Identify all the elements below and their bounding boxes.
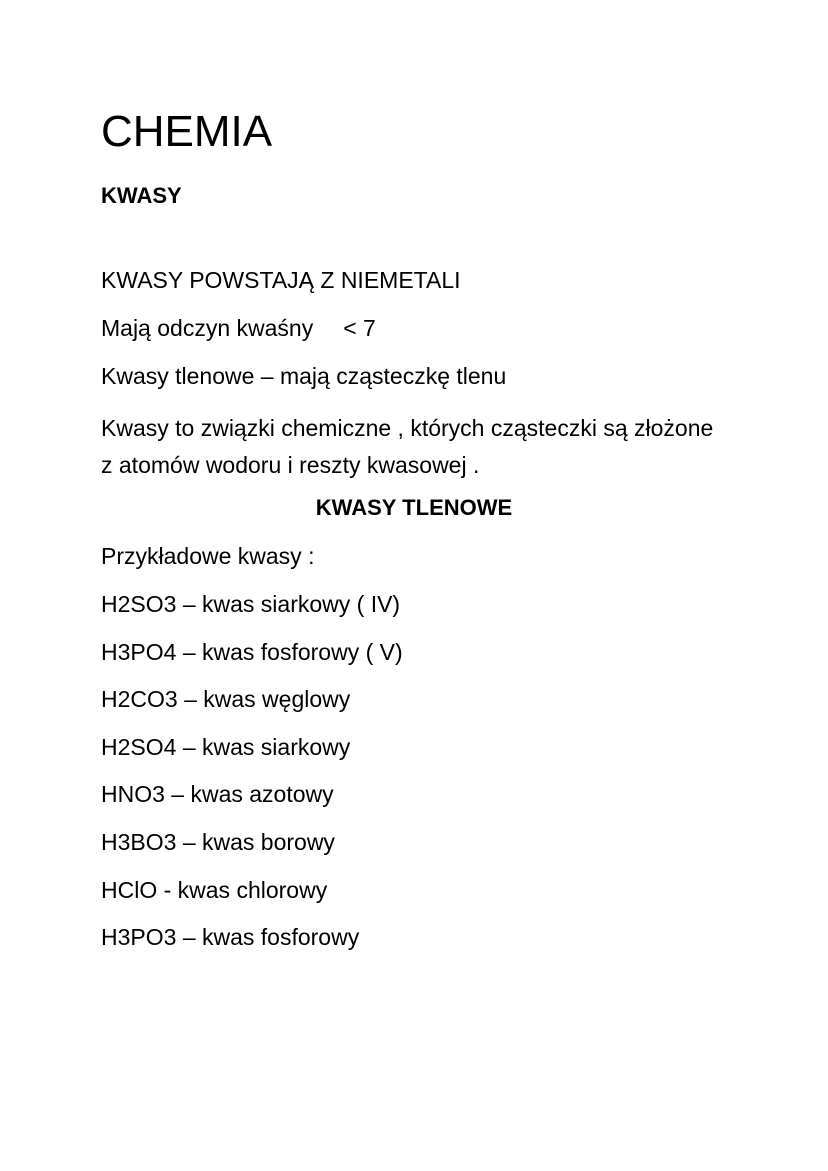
origin-line: KWASY POWSTAJĄ Z NIEMETALI — [101, 267, 461, 293]
document-title: CHEMIA — [101, 107, 273, 156]
acid-list — [101, 590, 403, 971]
oxyacids-line: Kwasy tlenowe – mają cząsteczkę tlenu — [101, 363, 507, 389]
acid-item: H2SO3 – kwas siarkowy ( IV) — [101, 591, 401, 617]
examples-label: Przykładowe kwasy : — [101, 543, 315, 569]
definition-paragraph: Kwasy to związki chemiczne , których cząsteczki są złożone z atomów wodoru i reszty kwasowej . — [101, 415, 714, 478]
reaction-value: < 7 — [343, 315, 376, 341]
reaction-line — [101, 314, 376, 342]
acid-item: H3PO4 – kwas fosforowy ( V) — [101, 638, 403, 665]
reaction-label: Mają odczyn kwaśny — [101, 315, 314, 341]
acid-item: H2SO4 – kwas siarkowy — [101, 733, 351, 760]
acid-item: H2CO3 – kwas węglowy — [101, 686, 351, 713]
acid-item: H3BO3 – kwas borowy — [101, 828, 335, 855]
acid-item: H3PO3 – kwas fosforowy — [101, 924, 360, 951]
section-heading: KWASY TLENOWE — [315, 495, 513, 520]
document-subtitle: KWASY — [101, 183, 182, 208]
acid-item: HNO3 – kwas azotowy — [101, 781, 334, 808]
acid-item: HClO - kwas chlorowy — [101, 876, 328, 903]
